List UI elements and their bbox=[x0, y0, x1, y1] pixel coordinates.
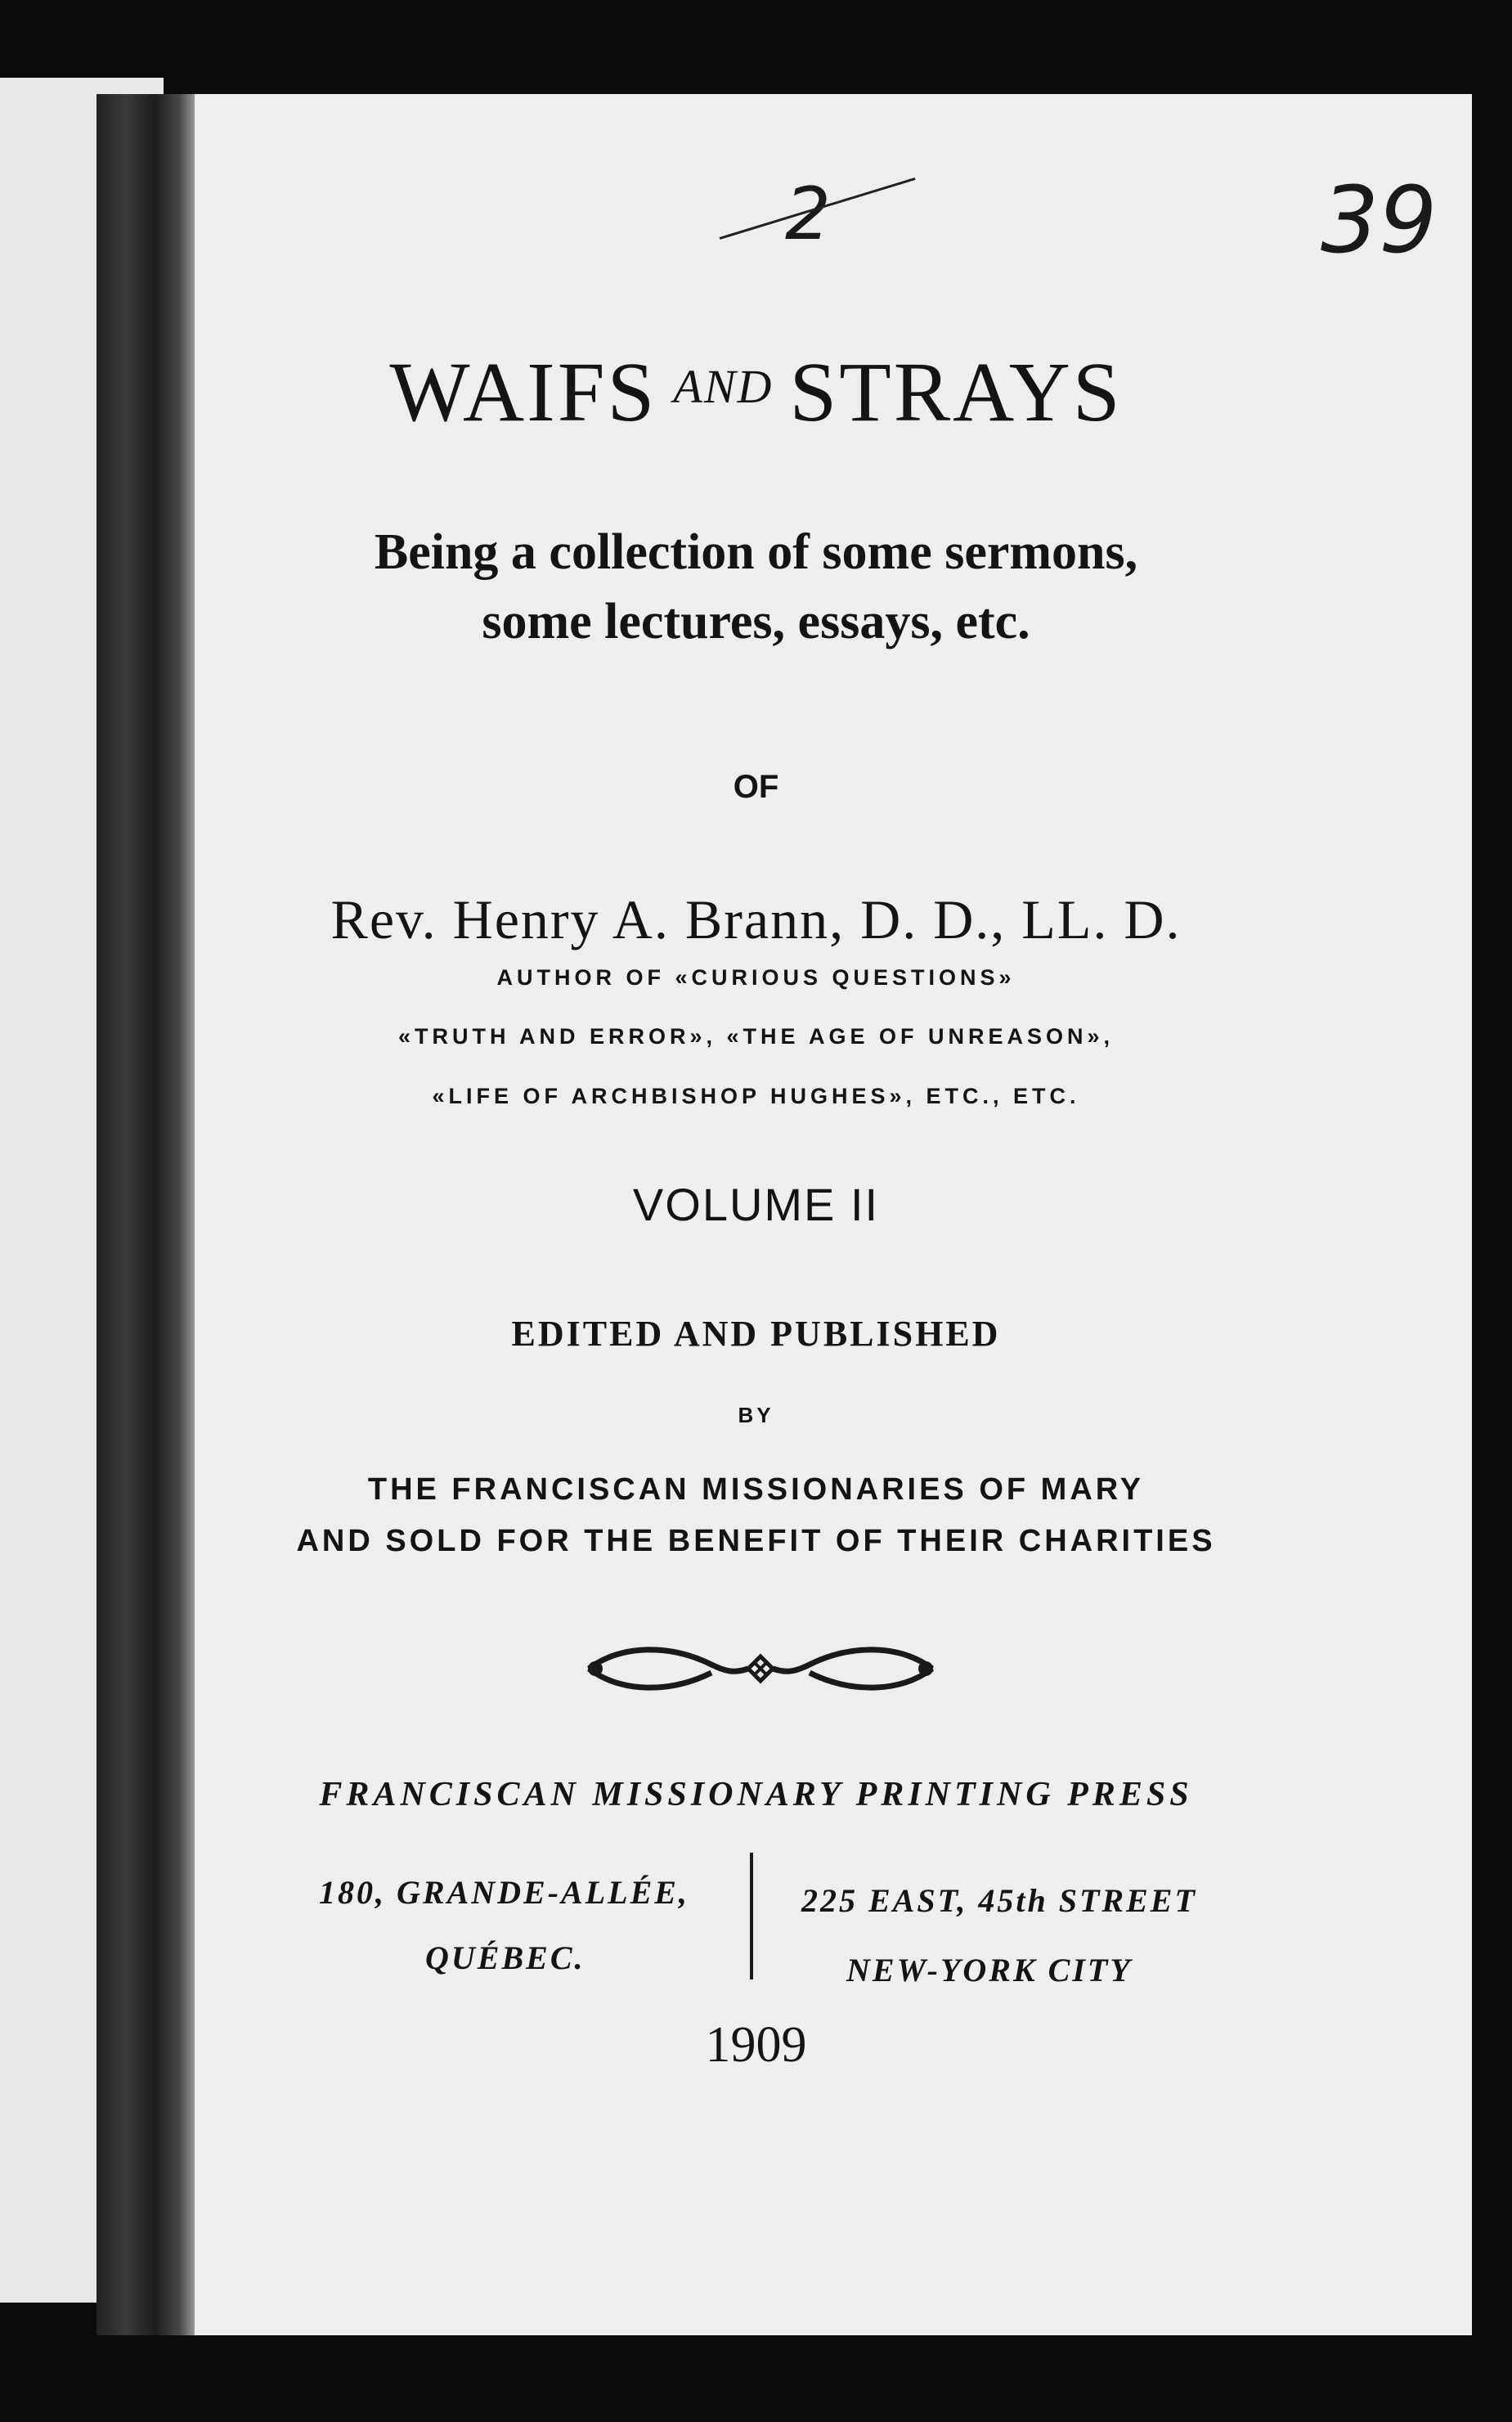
author-credit-3: «LIFE OF ARCHBISHOP HUGHES», ETC., ETC. bbox=[432, 1084, 1080, 1108]
by-label: BY bbox=[738, 1403, 774, 1427]
handwritten-page-number: 39 bbox=[1321, 168, 1438, 274]
pencil-mark: 2 bbox=[785, 172, 831, 256]
publisher-line-1: THE FRANCISCAN MISSIONARIES OF MARY bbox=[367, 1472, 1145, 1507]
address-divider bbox=[750, 1853, 753, 1979]
title-connector: AND bbox=[673, 360, 774, 413]
author-name: Rev. Henry A. Brann, D. D., LL. D. bbox=[330, 888, 1182, 950]
volume-label: VOLUME II bbox=[632, 1179, 880, 1230]
author-credit-1: AUTHOR OF «CURIOUS QUESTIONS» bbox=[496, 965, 1016, 990]
subtitle-line-1: Being a collection of some sermons, bbox=[374, 524, 1138, 580]
title-part-2: STRAYS bbox=[789, 345, 1123, 439]
edited-published: EDITED AND PUBLISHED bbox=[511, 1314, 1001, 1354]
ornament-flourish bbox=[572, 1636, 949, 1701]
publication-year: 1909 bbox=[705, 2017, 807, 2073]
publisher-line-2: AND SOLD FOR THE BENEFIT OF THEIR CHARITIES bbox=[296, 1524, 1216, 1558]
book-title bbox=[0, 344, 1512, 441]
printing-press: FRANCISCAN MISSIONARY PRINTING PRESS bbox=[319, 1776, 1193, 1813]
quebec-address-line-1: 180, GRANDE-ALLÉE, bbox=[319, 1874, 689, 1911]
newyork-address-line-1: 225 EAST, 45th STREET bbox=[801, 1882, 1197, 1919]
quebec-address-line-2: QUÉBEC. bbox=[425, 1939, 586, 1976]
subtitle-line-2: some lectures, essays, etc. bbox=[482, 594, 1030, 649]
title-part-1: WAIFS bbox=[389, 345, 657, 439]
newyork-address-line-2: NEW-YORK CITY bbox=[846, 1952, 1133, 1988]
of-label: OF bbox=[733, 769, 779, 805]
author-credit-2: «TRUTH AND ERROR», «THE AGE OF UNREASON», bbox=[397, 1024, 1115, 1049]
